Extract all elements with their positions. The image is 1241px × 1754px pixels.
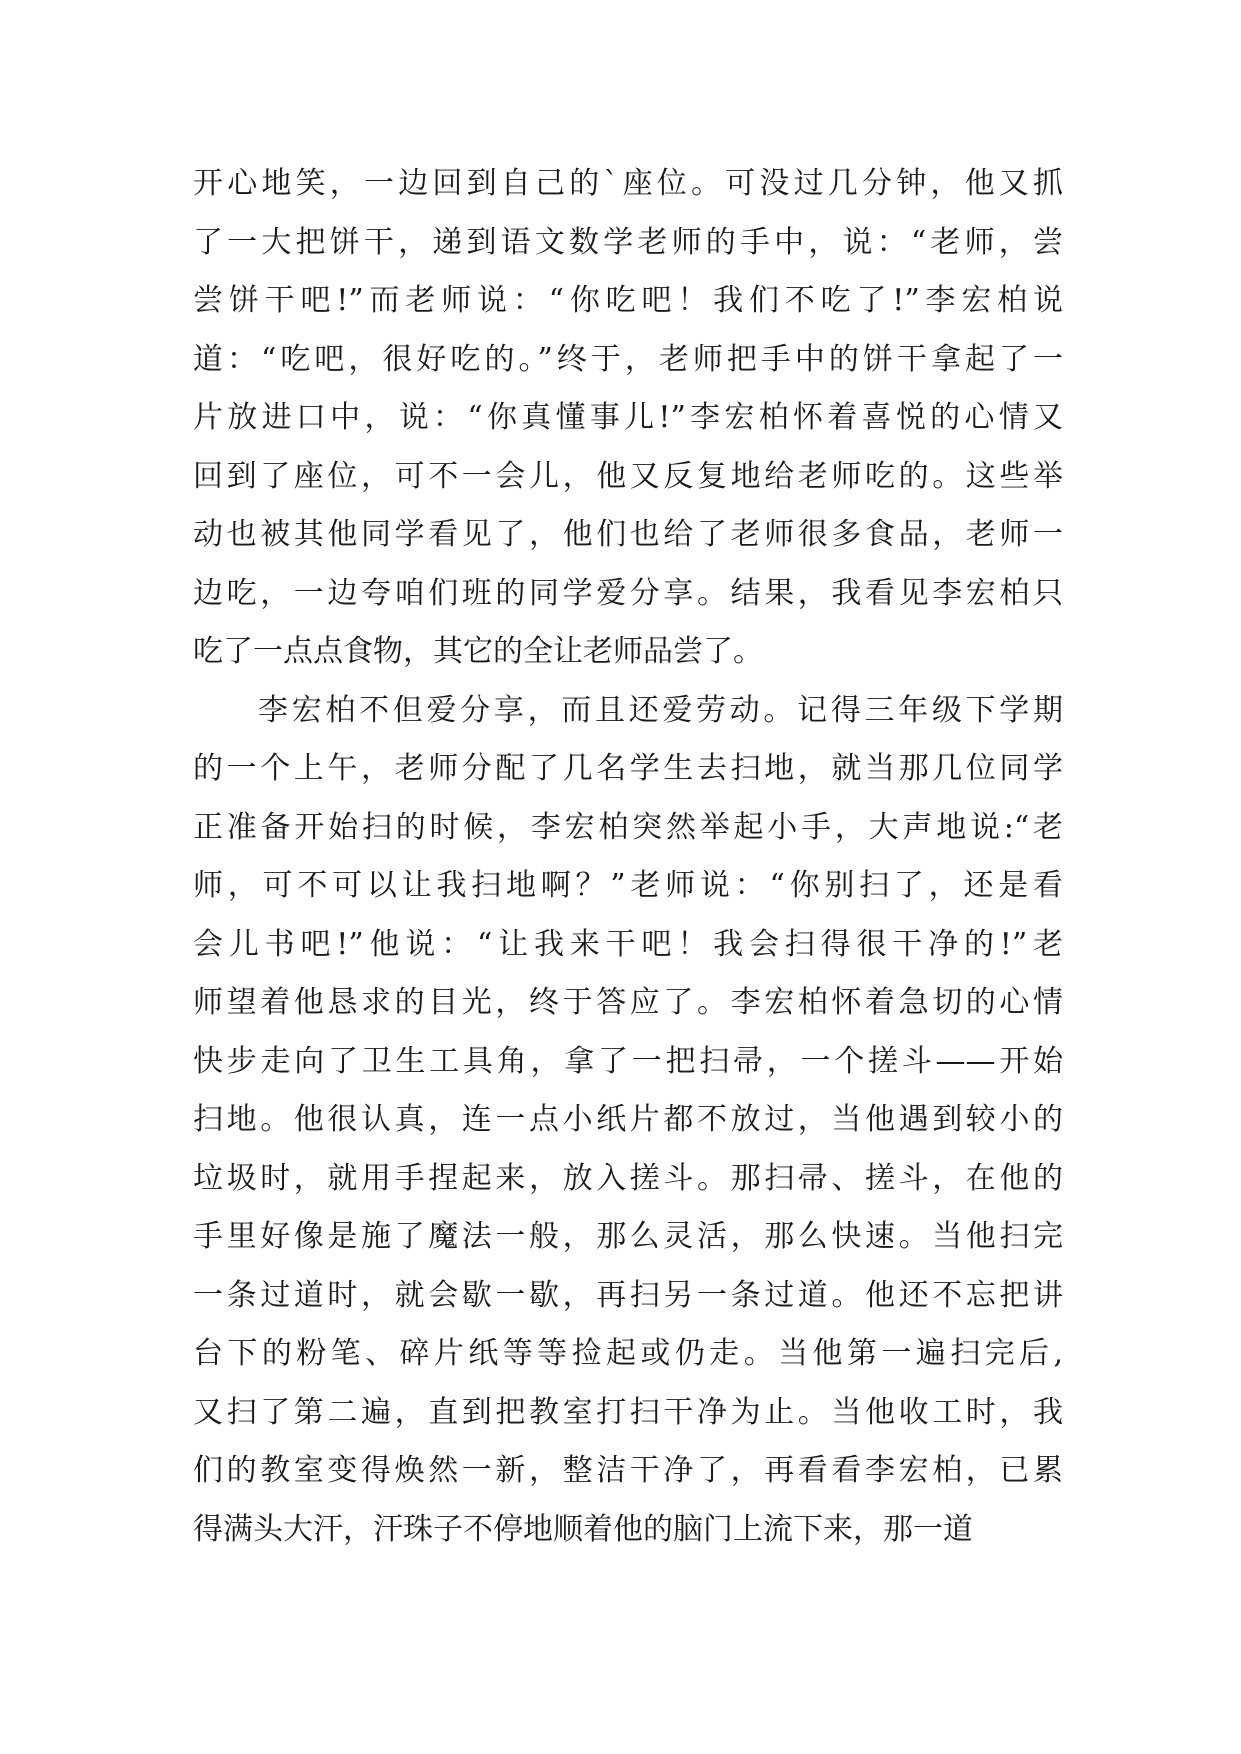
paragraph <box>193 155 1063 682</box>
text-line: 正准备开始扫的时候，李宏柏突然举起小手，大声地说:“老 <box>193 809 1063 845</box>
text-line: 又扫了第二遍，直到把教室打扫干净为止。当他收工时，我 <box>193 1394 1063 1430</box>
text-line: 会儿书吧!”他说：“让我来干吧！我会扫得很干净的!”老 <box>193 926 1063 962</box>
text-line: 尝饼干吧!”而老师说：“你吃吧！我们不吃了!”李宏柏说 <box>193 283 1063 318</box>
text-line: 边吃，一边夸咱们班的同学爱分享。结果，我看见李宏柏只 <box>193 575 1063 611</box>
text-line: 师望着他恳求的目光，终于答应了。李宏柏怀着急切的心情 <box>193 985 1063 1020</box>
text-line: 一条过道时，就会歇一歇，再扫另一条过道。他还不忘把讲 <box>193 1277 1063 1313</box>
text-line: 扫地。他很认真，连一点小纸片都不放过，当他遇到较小的 <box>193 1102 1063 1137</box>
text-line: 得满头大汗，汗珠子不停地顺着他的脑门上流下来，那一道 <box>193 1511 973 1547</box>
text-line: 道：“吃吧，很好吃的。”终于，老师把手中的饼干拿起了一 <box>193 341 1063 377</box>
text-line: 动也被其他同学看见了，他们也给了老师很多食品，老师一 <box>193 517 1063 552</box>
paragraph <box>193 682 1063 1560</box>
text-line: 台下的粉笔、碎片纸等等捡起或仍走。当他第一遍扫完后, <box>193 1336 1063 1371</box>
text-line: 片放进口中，说：“你真懂事儿!”李宏柏怀着喜悦的心情又 <box>193 400 1063 435</box>
text-line: 的一个上午，老师分配了几名学生去扫地，就当那几位同学 <box>193 751 1063 786</box>
text-line: 了一大把饼干，递到语文数学老师的手中，说：“老师，尝 <box>193 224 1063 260</box>
text-line: 吃了一点点食物，其它的全让老师品尝了。 <box>193 634 763 669</box>
text-line: 快步走向了卫生工具角，拿了一把扫帚，一个搓斗——开始 <box>193 1043 1063 1079</box>
text-line: 手里好像是施了魔法一般，那么灵活，那么快速。当他扫完 <box>193 1219 1063 1254</box>
text-line: 李宏柏不但爱分享，而且还爱劳动。记得三年级下学期 <box>258 692 1063 728</box>
document-body <box>193 155 1063 1559</box>
text-line: 垃圾时，就用手捏起来，放入搓斗。那扫帚、搓斗，在他的 <box>193 1160 1063 1196</box>
text-line: 师，可不可以让我扫地啊？”老师说：“你别扫了，还是看 <box>193 868 1063 903</box>
text-line: 回到了座位，可不一会儿，他又反复地给老师吃的。这些举 <box>193 458 1063 494</box>
text-line: 们的教室变得焕然一新，整洁干净了，再看看李宏柏，已累 <box>193 1453 1063 1488</box>
text-line: 开心地笑，一边回到自己的`座位。可没过几分钟，他又抓 <box>193 166 1063 201</box>
